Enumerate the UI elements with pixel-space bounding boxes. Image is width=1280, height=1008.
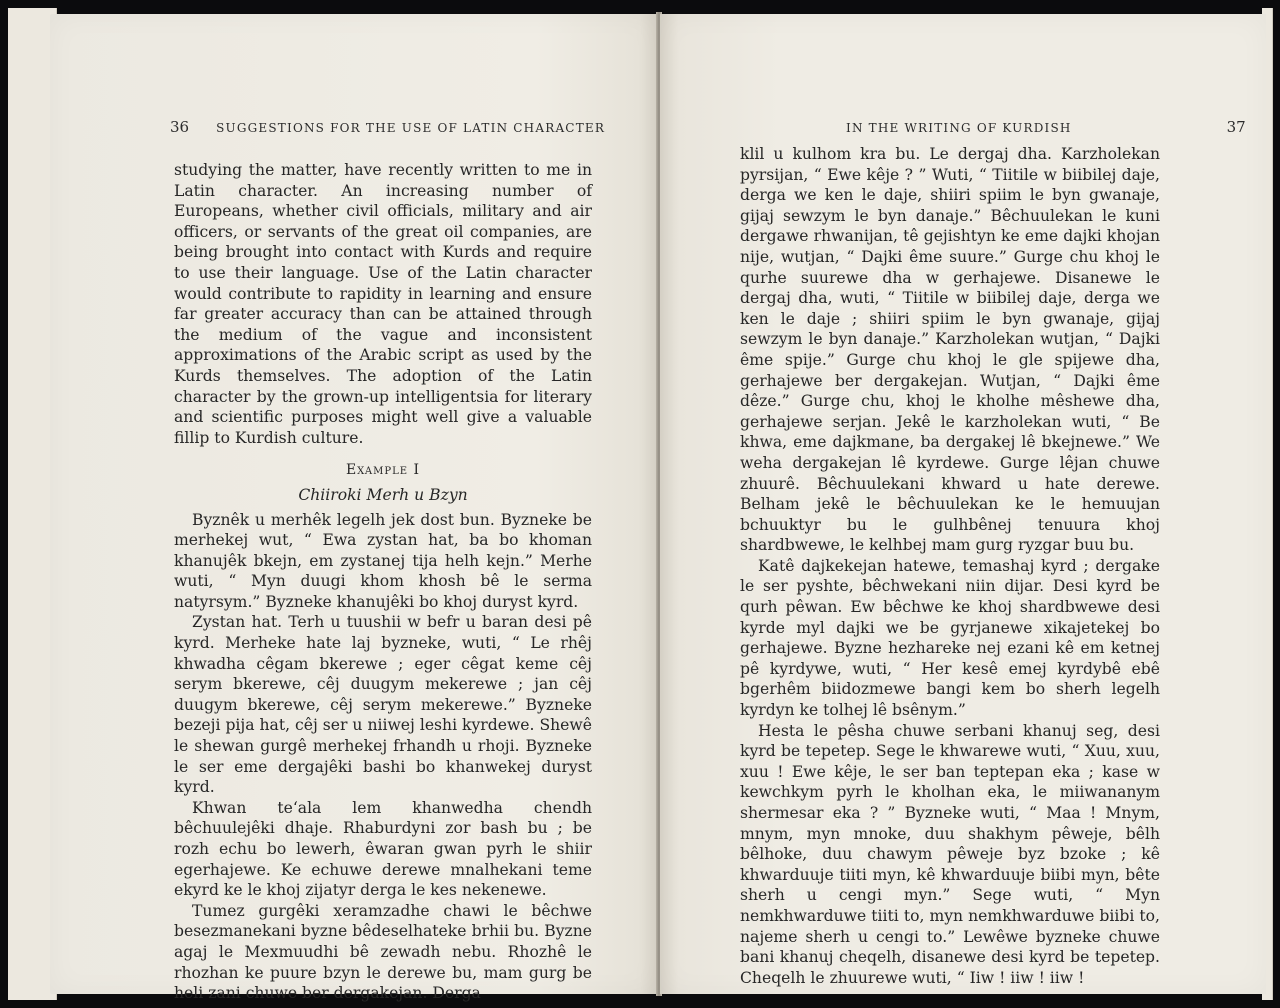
paragraph: Khwan te‘ala lem khanwedha chendh bêchuulejêki dhaje. Rhaburdyni zor bash bu ; be rozh echu bo lewerh, êwaran gwan pyrh le shiir egerhajewe. Ke echuwe derewe mnalhekani teme ekyrd ke le khoj zijatyr derga le kes nekenewe. bbox=[174, 798, 592, 900]
example-heading: Example I bbox=[345, 462, 421, 479]
left-header-title: SUGGESTIONS FOR THE USE OF LATIN CHARACTER bbox=[216, 121, 606, 135]
open-book bbox=[8, 8, 1272, 1003]
paragraph: Tumez gurgêki xeramzadhe chawi le bêchwe besezmanekani byzne bêdeselhateke brhii bu. Byzne agaj le Mexmuudhi bê zewadh nebu. Rhozhê le rhozhan ke puure bzyn le derewe bu, mam gurg be heli zani chuwe ber dergakejan. Derga bbox=[174, 901, 592, 1003]
paragraph: Zystan hat. Terh u tuushii w befr u baran desi pê kyrd. Merheke hate laj byzneke, wuti, “ Le rhêj khwadha cêgam bkerewe ; eger cêgat keme cêj serym bkerewe, cêj duugym mekerewe ; jan cêj duugym bkerewe, cêj serym mekerewe.” Byzneke bezeji pija hat, cêj ser u niiwej leshi kyrdewe. Shewê le shewan gurgê merhekej frhandh u rhoji. Byzneke le ser eme dergajêki bashi bo khanwekej duryst kyrd. bbox=[174, 613, 592, 797]
example-subtitle: Chiiroki Merh u Bzyn bbox=[298, 485, 468, 504]
left-page-number: 36 bbox=[170, 118, 190, 136]
paragraph: Katê dajkekejan hatewe, temashaj kyrd ; dergake le ser pyshte, bêchwekani niin dijar. Desi kyrd be qurh pêwan. Ew bêchwe ke khoj shardbwewe desi kyrde myl dajki we be gyrjanewe xikajetekej bo gerhajewe. Byzne hezhareke nej ezani kê em ketnej pê kyrdywe, wuti, “ Her kesê emej kyrdybê ebê bgerhêm biidozmewe bangi kem bo sherh legelh kyrdyn ke tolhej lê bsênym.” bbox=[740, 556, 1160, 720]
left-page bbox=[50, 14, 658, 1003]
left-page-body bbox=[174, 160, 592, 1004]
right-running-header bbox=[846, 118, 1246, 136]
opening-paragraph: studying the matter, have recently written to me in Latin character. An increasing number of Europeans, whether civil officials, military and air officers, or servants of the great oil companies, are being brought into contact with Kurds and require to use their language. Use of the Latin character would contribute to rapidity in learning and ensure far greater accuracy than can be attained through the medium of the vague and inconsistent approximations of the Arabic script as used by the Kurds themselves. The adoption of the Latin character by the grown-up intelligentsia for literary and scientific purposes might well give a valuable fillip to Kurdish culture. bbox=[174, 161, 592, 447]
paragraph: Hesta le pêsha chuwe serbani khanuj seg, desi kyrd be tepetep. Sege le khwarewe wuti, “ Xuu, xuu, xuu ! Ewe kêje, le ser ban teptepan eka ; kase w kewchkym pyrh le kholhan eka, le miiwananym shermesar eka ? ” Byzneke wuti, “ Maa ! Mnym, mnym, myn mnoke, duu shakhym pêweje, bêlh bêlhoke, duu chawym pêweje byz bzoke ; kê khwarduuje tiiti myn, kê khwarduuje biibi myn, bête sherh u cengi myn.” Sege wuti, “ Myn nemkhwarduwe tiiti to, myn nemkhwarduwe biibi to, najeme sherh u cengi to.” Lewêwe byzneke chuwe bani khanuj cheqelh, disanewe desi kyrd be tepetep. Cheqelh le zhuurewe wuti, “ Iiw ! iiw ! iiw ! bbox=[740, 721, 1160, 987]
right-page-body bbox=[740, 144, 1160, 988]
left-running-header bbox=[170, 118, 605, 136]
right-header-title: IN THE WRITING OF KURDISH bbox=[846, 121, 1072, 135]
right-page bbox=[660, 14, 1266, 994]
paragraph: Byznêk u merhêk legelh jek dost bun. Byzneke be merhekej wut, “ Ewa zystan hat, ba bo khoman khanujêk bkejn, em zystanej tija helh kejn.” Merhe wuti, “ Myn duugi khom khosh bê le serma natyrsym.” Byzneke khanujêki bo khoj duryst kyrd. bbox=[174, 510, 592, 611]
paragraph: klil u kulhom kra bu. Le dergaj dha. Karzholekan pyrsijan, “ Ewe kêje ? ” Wuti, “ Tiitile w biibilej daje, derga we ken le daje, shiiri spiim le byn gwanaje, gijaj sewzym le byn danaje.” Bêchuulekan le kuni dergawe rhwanijan, tê gejishtyn ke eme dajki khojan nije, wutjan, “ Dajki ême suure.” Gurge chu khoj le qurhe suurewe dha w gerhajewe. Disanewe le dergaj dha, wuti, “ Tiitile w biibilej daje, derga we ken le daje ; shiiri spiim le byn gwanaje, gijaj sewzym le byn danaje.” Karzholekan wutjan, “ Dajki ême spije.” Gurge chu khoj le gle spijewe dha, gerhajewe ber dergakejan. Wutjan, “ Dajki ême dêze.” Gurge chu, khoj le kholhe mêshewe dha, gerhajewe serjan. Jekê le karzholekan wuti, “ Be khwa, eme dajkmane, ba dergakej lê bkejnewe.” We weha dergakejan lê kyrdewe. Gurge lêjan chuwe zhuurê. Bêchuulekani khward u hate derewe. Belham jekê le bêchuulekan ke le hemuujan bchuuktyr bu le gulhbênej tenuura khoj shardbwewe, le kelhbej mam gurg ryzgar buu bu. bbox=[740, 145, 1160, 555]
right-page-number: 37 bbox=[1226, 118, 1246, 136]
